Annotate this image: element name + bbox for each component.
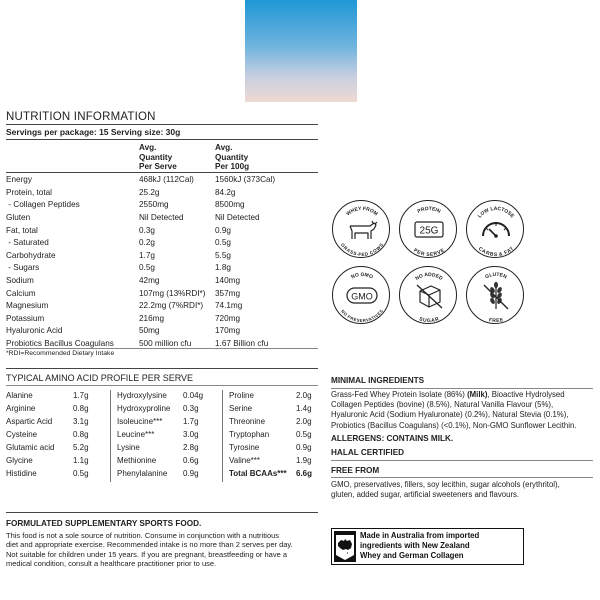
- cow-icon: [333, 201, 391, 259]
- protein-25g-icon: [400, 201, 458, 259]
- svg-text:25G: 25G: [419, 225, 439, 237]
- table-row: Potassium 216mg 720mg: [6, 314, 241, 323]
- disclaimer-text: This food is not a sole source of nutrition. Consume in conjunction with a nutritious diet and appropriate exercise. Recommended intake is no more than 2 serves per day. Not suitable for children under 15 years. If you are pregnant, breastfeeding or have a medical condition, consult a healthcare practitioner prior to use.: [6, 531, 293, 569]
- table-row: Carbohydrate 1.7g 5.5g: [6, 251, 231, 260]
- table-row: Protein, total 25.2g 84.2g: [6, 188, 236, 197]
- svg-text:GRASS-FED COWS: GRASS-FED COWS: [339, 242, 385, 258]
- gmo-icon: [333, 267, 391, 325]
- ingredients-text: Grass-Fed Whey Protein Isolate (86%) (Milk), Bioactive Hydrolysed Collagen Peptides (bovine) (8.5%), Natural Vanilla Flavour (5%), Hyaluronic Acid (Sodium Hyaluronate) (0.2%), Natural Stevia (0.1%), Probiotics (Bacillus Coagulans) (<0.1%), Non-GMO Sunflower Lecithin.: [331, 390, 577, 430]
- table-row: Energy 468kJ (112Cal) 1560kJ (373Cal): [6, 175, 276, 184]
- svg-text:NO PRESERVATIVES: NO PRESERVATIVES: [340, 308, 384, 324]
- australia-map-icon: [334, 531, 356, 562]
- product-color-swatch: [245, 0, 357, 102]
- badge-protein: [399, 200, 457, 258]
- made-in-australia-text: Made in Australia from imported ingredients with New Zealand Whey and German Collagen: [360, 531, 480, 560]
- svg-text:PER SERVE: PER SERVE: [412, 247, 446, 259]
- table-bottom-rule: [6, 348, 318, 349]
- ingredients-rule: [331, 388, 593, 389]
- svg-text:NO ADDED: NO ADDED: [414, 271, 444, 282]
- table-row: - Collagen Peptides 2550mg 8500mg: [6, 200, 245, 209]
- table-row: Sodium 42mg 140mg: [6, 276, 241, 285]
- svg-text:PROTEIN: PROTEIN: [416, 205, 442, 215]
- badge-grass-fed: [332, 200, 390, 258]
- badge-gluten-free: [466, 266, 524, 324]
- badge-no-added-sugar: [399, 266, 457, 324]
- table-row: Fat, total 0.3g 0.9g: [6, 226, 231, 235]
- svg-text:SUGAR: SUGAR: [418, 316, 440, 325]
- table-row: Calcium 107mg (13%RDI*) 357mg: [6, 289, 241, 298]
- svg-text:CARBS & FAT: CARBS & FAT: [477, 245, 516, 259]
- servings-info: Servings per package: 15 Serving size: 30g: [6, 127, 181, 137]
- nutrition-title-rule: [6, 124, 318, 125]
- svg-text:GLUTEN: GLUTEN: [484, 271, 508, 281]
- per-100g-header: Avg. Quantity Per 100g: [215, 143, 250, 171]
- formulated-title: FORMULATED SUPPLEMENTARY SPORTS FOOD.: [6, 519, 202, 528]
- free-from-rule: [331, 477, 593, 478]
- table-row: Magnesium 22.2mg (7%RDI*) 74.1mg: [6, 301, 243, 310]
- nutrition-title: NUTRITION INFORMATION: [6, 111, 156, 123]
- svg-text:GMO: GMO: [351, 291, 373, 302]
- per-serve-header: Avg. Quantity Per Serve: [139, 143, 177, 171]
- svg-text:FREE: FREE: [488, 317, 504, 325]
- sugar-cube-icon: [400, 267, 458, 325]
- table-row: - Saturated 0.2g 0.5g: [6, 238, 231, 247]
- svg-text:LOW LACTOSE: LOW LACTOSE: [476, 205, 516, 220]
- halal-certified: HALAL CERTIFIED: [331, 448, 405, 457]
- table-row: - Sugars 0.5g 1.8g: [6, 263, 231, 272]
- wheat-icon: [467, 267, 525, 325]
- free-from-text: GMO, preservatives, fillers, soy lecithin, sugar alcohols (erythritol), gluten, added sugar, artificial sweeteners and flavours.: [331, 480, 560, 500]
- ingredients-title: MINIMAL INGREDIENTS: [331, 376, 425, 385]
- svg-text:WHEY FROM: WHEY FROM: [345, 205, 379, 218]
- table-row: Gluten Nil Detected Nil Detected: [6, 213, 260, 222]
- badge-no-gmo: [332, 266, 390, 324]
- badge-low-lactose: [466, 200, 524, 258]
- servings-rule: [6, 139, 318, 140]
- gauge-icon: [467, 201, 525, 259]
- amino-separator: [222, 390, 223, 482]
- amino-top-rule: [6, 368, 318, 369]
- rdi-footnote: *RDI=Recommended Dietary Intake: [6, 350, 115, 357]
- amino-title-rule: [6, 385, 318, 386]
- formulated-top-rule: [6, 512, 318, 513]
- table-row: Probiotics Bacillus Coagulans 500 million cfu 1.67 Billion cfu: [6, 339, 269, 348]
- amino-title: TYPICAL AMINO ACID PROFILE PER SERVE: [6, 373, 194, 383]
- allergens: ALLERGENS: CONTAINS MILK.: [331, 434, 454, 443]
- header-rule: [6, 172, 318, 173]
- table-row: Hyaluronic Acid 50mg 170mg: [6, 326, 241, 335]
- free-from-title: FREE FROM: [331, 466, 380, 475]
- halal-rule: [331, 460, 593, 461]
- amino-separator: [110, 390, 111, 482]
- svg-text:NO GMO: NO GMO: [350, 271, 374, 281]
